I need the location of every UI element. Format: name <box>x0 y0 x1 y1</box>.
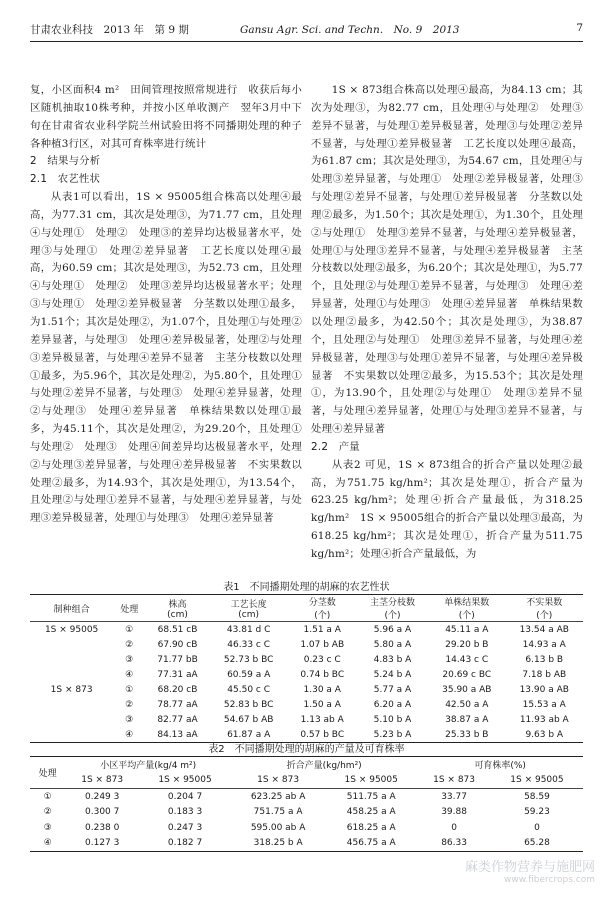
table-cell <box>30 712 113 727</box>
table-cell: 11.93 ab A <box>519 714 569 725</box>
table-cell: 14.43 c C <box>445 654 489 665</box>
table-cell: 84.13 aA <box>157 729 198 740</box>
table-cell: ③ <box>125 714 134 725</box>
table-cell: 46.33 c C <box>227 639 271 650</box>
table-cell: 0.127 3 <box>85 838 120 849</box>
page-number: 7 <box>576 22 583 34</box>
table2-col-fertile-rate: 可育株率(%) <box>474 761 526 772</box>
table-cell: 5.77 a A <box>373 684 412 695</box>
watermark-url: www.fibercrops.com <box>504 875 595 885</box>
table-cell: 1S × 95005 <box>44 624 99 635</box>
table-cell: 60.59 a A <box>227 669 271 680</box>
table2-col-plot-yield: 小区平均产量(kg/4 m²) <box>100 761 197 772</box>
agronomic-paragraph-873: 1S × 873组合株高以处理④最高，为84.13 cm；其次为处理③，为82.77 cm，且处理④与处理② 处理③差异不显著，与处理①差异极显著，处理③与处理②差异不显著，与处理①差异极显著 工艺长度以处理④最高，为61.87 cm；其次是处理③，为54.67 cm，且处理④与处理③差异显著，与处理① 处理②差异极显著，处理③与处理②差异不显著，与处理①差异极显著 分茎数以处理②最多，为1.50个；其次是处理①，为1.30个，且处理②与处理① 处理③差异不显著，与处理④差异极显著，处理①与处理③差异不显著，与处理④差异极显著 主茎分枝数以处理②最多，为6.20个；其次是处理①，为5.77个，且处理②与处理①差异不显著，与处理③ 处理④差异显著，处理①与处理③ 处理④差异显著 单株结果数以处理②最多，为42.50个；其次是处理③，为38.87个，且处理②与处理① 处理③差异不显著，与处理④差异极显著，处理③与处理①差异不显著，与处理④差异极显著 不实果数以处理②最多，为15.53个；其次是处理①，为13.90个，且处理②与处理① 处理③差异不显著，与处理④差异显著，处理①与处理③差异不显著，与处理④差异显著 <box>311 84 583 436</box>
table-cell: 45.11 a A <box>445 624 489 635</box>
table-cell: 0.238 0 <box>85 822 120 833</box>
table-cell: ① <box>43 791 52 802</box>
table-cell: 33.77 <box>441 791 467 802</box>
table1-col-treatment: 处理 <box>120 604 139 615</box>
table-cell: 7.18 b AB <box>522 669 567 680</box>
table-cell <box>30 652 113 667</box>
table-cell: 38.87 a A <box>445 714 489 725</box>
table-cell: 42.50 a A <box>445 699 489 710</box>
table1-col-height: 株高 (cm) <box>167 599 188 620</box>
table-cell: 1.51 a A <box>303 624 341 635</box>
table-cell: 65.28 <box>524 838 550 849</box>
yield-paragraph: 从表2 可见，1S × 873组合的折合产量以处理②最高，为751.75 kg/hm²；其次是处理①，折合产量为623.25 kg/hm²；处理④折合产量最低，为318.25 kg/hm² 1S × 95005组合的折合产量以处理③最高，为618.25 kg/hm²；其次是处理①，折合产量为511.75 kg/hm²；处理④折合产量最低，为 <box>311 458 583 560</box>
table2-col-converted-yield: 折合产量(kg/hm²) <box>286 761 362 772</box>
table-cell: 0.204 7 <box>167 791 203 802</box>
table-cell: 9.63 b A <box>525 729 564 740</box>
table-cell: 0.183 3 <box>167 807 203 818</box>
table2-subcol: 1S × 873 <box>433 775 476 786</box>
table-cell: 5.24 b A <box>373 669 412 680</box>
table-cell: 1.30 a A <box>303 684 341 695</box>
table2-subcol: 1S × 95005 <box>158 775 212 786</box>
table-cell: 78.77 aA <box>157 699 198 710</box>
table-cell: 5.96 a A <box>373 624 412 635</box>
table1-col-branches: 主茎分枝数 (个) <box>369 598 415 621</box>
table-cell: 456.75 a A <box>346 838 396 849</box>
table1-col-stems: 分茎数 (个) <box>308 598 336 621</box>
table-cell <box>30 697 113 712</box>
table-cell: 0.247 3 <box>167 822 203 833</box>
table-cell: 318.25 b A <box>253 838 303 849</box>
left-column <box>30 82 302 528</box>
table-cell: 67.90 cB <box>157 639 198 650</box>
table1-caption: 表1 不同播期处理的胡麻的农艺性状 <box>223 582 390 593</box>
table-cell: ④ <box>125 729 134 740</box>
table-cell: 751.75 a A <box>253 807 303 818</box>
table-cell: 14.93 a A <box>522 639 566 650</box>
table-cell: 68.20 cB <box>157 684 198 695</box>
table1-header-row <box>30 595 583 622</box>
table-cell: 0 <box>534 822 540 833</box>
table1 <box>30 594 583 743</box>
table-row <box>30 697 583 712</box>
table-row <box>30 836 583 852</box>
table-cell: 54.67 b AB <box>223 714 274 725</box>
table1-col-combination: 制种组合 <box>53 604 90 615</box>
table-cell: 13.90 a AB <box>519 684 569 695</box>
table1-col-capsules: 单株结果数 (个) <box>444 598 490 621</box>
section-heading: 2 结果与分析 <box>30 155 101 168</box>
table-cell: 6.13 b B <box>525 654 564 665</box>
table-cell: 86.33 <box>441 838 467 849</box>
table-cell: 618.25 a A <box>346 822 396 833</box>
subsection-heading-yield: 2.2 产量 <box>311 440 360 453</box>
table-cell: 68.51 cB <box>157 624 198 635</box>
table-row <box>30 682 583 697</box>
table-cell: 0.23 c C <box>303 654 341 665</box>
table-cell <box>30 667 113 682</box>
table-cell: 59.23 <box>524 807 550 818</box>
table-cell: 25.33 b B <box>445 729 489 740</box>
table-cell: ④ <box>125 669 134 680</box>
table-cell: 77.31 aA <box>157 669 198 680</box>
table-row <box>30 789 583 805</box>
table-cell: 4.83 b A <box>373 654 412 665</box>
header-rule <box>30 41 583 42</box>
table-cell: 52.73 b BC <box>223 654 274 665</box>
table-cell: ② <box>43 807 52 818</box>
table-cell: 52.83 b BC <box>223 699 274 710</box>
table-cell: ② <box>125 639 134 650</box>
journal-header-center: Gansu Agr. Sci. and Techn. No. 9 2013 <box>240 24 460 36</box>
table-cell: ③ <box>125 654 134 665</box>
table2-subcol: 1S × 873 <box>257 775 300 786</box>
table-row <box>30 637 583 652</box>
table2-col-treatment: 处理 <box>30 757 65 789</box>
table-cell: 43.81 d C <box>226 624 271 635</box>
subsection-heading-agronomic: 2.1 农艺性状 <box>30 173 101 186</box>
table-row <box>30 652 583 667</box>
table-cell: 39.88 <box>441 807 467 818</box>
table2-subcol: 1S × 95005 <box>344 775 398 786</box>
table-cell <box>30 637 113 652</box>
table-cell: 5.23 b A <box>373 729 412 740</box>
table-cell: 82.77 aA <box>157 714 198 725</box>
journal-header-left: 甘肃农业科技 2013 年 第 9 期 <box>30 24 189 36</box>
table-cell: 15.53 a A <box>522 699 566 710</box>
table2-sub-header-row <box>30 773 583 789</box>
table-row <box>30 820 583 836</box>
table2-group-header-row <box>30 757 583 773</box>
table-cell: 1S × 873 <box>50 684 93 695</box>
table-cell: 0.57 b BC <box>300 729 345 740</box>
table-row <box>30 805 583 821</box>
table-cell: 1.50 a A <box>303 699 341 710</box>
table-cell: 1.13 ab A <box>300 714 344 725</box>
table2-subcol: 1S × 873 <box>81 775 124 786</box>
table-row <box>30 712 583 727</box>
table-cell: ② <box>125 699 134 710</box>
table1-col-sterile: 不实果数 (个) <box>526 598 563 621</box>
agronomic-paragraph-95005: 从表1可以看出，1S × 95005组合株高以处理④最高，为77.31 cm，其次是处理③，为71.77 cm，且处理④与处理① 处理② 处理③的差异均达极显著水平，处理③与处理① 处理②差异显著 工艺长度以处理④最高，为60.59 cm；其次是处理③，为52.73 cm，且处理④与处理① 处理② 处理③差异均达极显著水平；处理③与处理① 处理②差异极显著 分茎数以处理①最多，为1.51个；其次是处理②，为1.07个，且处理①与处理②差异显著，与处理③ 处理④差异极显著，处理②与处理③差异极显著，与处理④差异不显著 主茎分枝数以处理①最多，为5.96个，其次是处理②，为5.80个，且处理①与处理②差异不显著，与处理③ 处理④差异显著，处理②与处理③ 处理④差异显著 单株结果数以处理①最多，为45.11个，其次是处理②，为29.20个，且处理①与处理② 处理③ 处理④间差异均达极显著水平，处理②与处理③差异显著，与处理④差异极显著 不实果数以处理②最多，为14.93个，其次是处理①，为13.54个，且处理②与处理①差异不显著，与处理④差异显著，与处理③差异极显著，处理①与处理③ 处理④差异显著 <box>30 191 302 525</box>
table-cell: 45.50 c C <box>227 684 271 695</box>
table-cell: ① <box>125 684 134 695</box>
right-column <box>311 82 583 564</box>
table-cell: 0.182 7 <box>167 838 203 849</box>
table-row <box>30 622 583 638</box>
table-cell: 595.00 ab A <box>250 822 306 833</box>
table-cell: 35.90 a AB <box>442 684 492 695</box>
table-cell: 29.20 b B <box>445 639 489 650</box>
table-cell: 20.69 c BC <box>442 669 492 680</box>
table-cell: 0.300 7 <box>85 807 120 818</box>
table2 <box>30 756 583 852</box>
table1-col-length: 工艺长度 (cm) <box>230 599 267 620</box>
table-cell: 6.20 a A <box>373 699 412 710</box>
table-cell: 0 <box>451 822 457 833</box>
table-row <box>30 667 583 682</box>
table-cell: 623.25 ab A <box>250 791 306 802</box>
watermark-site-name: 麻类作物营养与施肥网 <box>464 860 595 875</box>
table2-subcol: 1S × 95005 <box>510 775 564 786</box>
table-cell: 5.10 b A <box>373 714 412 725</box>
table-cell: 13.54 a AB <box>519 624 569 635</box>
table-cell: 61.87 a A <box>227 729 271 740</box>
table2-caption: 表2 不同播期处理的胡麻的产量及可育株率 <box>208 744 405 755</box>
table-cell: 0.74 b BC <box>300 669 345 680</box>
table-cell: ④ <box>43 838 52 849</box>
table-cell: 511.75 a A <box>346 791 396 802</box>
table-cell: 1.07 b AB <box>300 639 345 650</box>
table-cell: 58.59 <box>524 791 550 802</box>
table-cell: ① <box>125 624 134 635</box>
table-cell: 0.249 3 <box>85 791 120 802</box>
table-cell: ③ <box>43 822 52 833</box>
watermark <box>465 856 595 885</box>
table-cell: 71.77 bB <box>157 654 198 665</box>
table-cell: 458.25 a A <box>346 807 396 818</box>
table-cell: 5.80 a A <box>373 639 412 650</box>
intro-paragraph: 复，小区面积4 m² 田间管理按照常规进行 收获后每小区随机抽取10株考种，并按小区单收测产 翌年3月中下旬在甘肃省农业科学院兰州试验田将不同播期处理的种子各种植3行区，对其可育株率进行统计 <box>30 84 302 150</box>
